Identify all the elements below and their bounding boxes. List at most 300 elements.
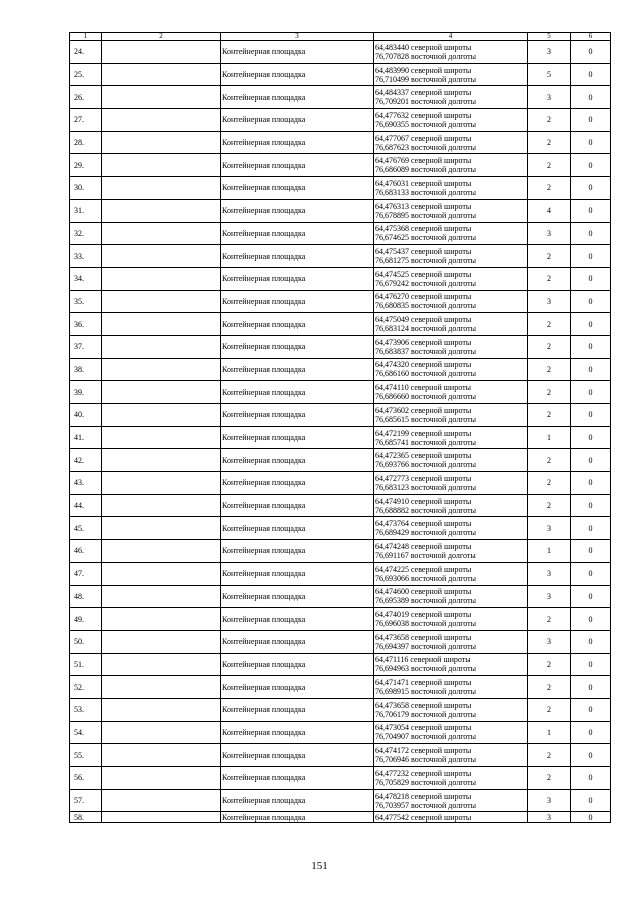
- header-cell-2: 2: [102, 33, 221, 41]
- table-row: [70, 608, 611, 631]
- table-row: [70, 154, 611, 177]
- row-number-cell: 37.: [70, 335, 102, 358]
- table-row: [70, 472, 611, 495]
- col2-cell: [102, 449, 221, 472]
- col6-cell: 0: [571, 109, 611, 132]
- col2-cell: [102, 767, 221, 790]
- site-name-cell: Контейнерная площадка: [221, 63, 374, 86]
- col6-cell: 0: [571, 653, 611, 676]
- col6-cell: 0: [571, 199, 611, 222]
- latitude-text: 64,475368 северной широты: [375, 224, 472, 234]
- latitude-text: 64,478218 северной широты: [375, 791, 472, 801]
- longitude-text: 76,687623 восточной долготы: [375, 142, 477, 152]
- longitude-text: 76,695389 восточной долготы: [375, 596, 477, 606]
- row-number-cell: 33.: [70, 245, 102, 268]
- site-name-cell: Контейнерная площадка: [221, 131, 374, 154]
- col2-cell: [102, 381, 221, 404]
- longitude-text: 76,683837 восточной долготы: [375, 346, 477, 356]
- longitude-text: 76,680835 восточной долготы: [375, 301, 477, 311]
- col6-cell: 0: [571, 381, 611, 404]
- longitude-text: 76,709201 восточной долготы: [375, 97, 477, 107]
- site-name-cell: Контейнерная площадка: [221, 472, 374, 495]
- site-name-cell: Контейнерная площадка: [221, 426, 374, 449]
- table-row: [70, 63, 611, 86]
- table-row: [70, 540, 611, 563]
- col6-cell: 0: [571, 404, 611, 427]
- col2-cell: [102, 335, 221, 358]
- col6-cell: 0: [571, 222, 611, 245]
- col6-cell: 0: [571, 41, 611, 64]
- site-name-cell: Контейнерная площадка: [221, 41, 374, 64]
- page-number: 151: [311, 860, 328, 872]
- longitude-text: 76,696038 восточной долготы: [375, 619, 477, 629]
- latitude-text: 64,471471 северной широты: [375, 678, 472, 688]
- col2-cell: [102, 86, 221, 109]
- col6-cell: 0: [571, 698, 611, 721]
- container-count-cell: 2: [528, 449, 571, 472]
- coordinates-cell: [374, 517, 528, 540]
- latitude-text: 64,474600 северной широты: [375, 587, 472, 597]
- col2-cell: [102, 41, 221, 64]
- site-name-cell: Контейнерная площадка: [221, 245, 374, 268]
- longitude-text: 76,674625 восточной долготы: [375, 233, 477, 243]
- col6-cell: 0: [571, 585, 611, 608]
- latitude-text: 64,472773 северной широты: [375, 473, 472, 483]
- site-name-cell: Контейнерная площадка: [221, 381, 374, 404]
- coordinates-cell: [374, 698, 528, 721]
- site-name-cell: Контейнерная площадка: [221, 721, 374, 744]
- col6-cell: 0: [571, 562, 611, 585]
- longitude-text: 76,679242 восточной долготы: [375, 278, 477, 288]
- col2-cell: [102, 517, 221, 540]
- table-row: [70, 109, 611, 132]
- row-number-cell: 47.: [70, 562, 102, 585]
- row-number-cell: 57.: [70, 789, 102, 812]
- coordinates-cell: [374, 585, 528, 608]
- site-name-cell: Контейнерная площадка: [221, 517, 374, 540]
- container-count-cell: 2: [528, 472, 571, 495]
- table-row: [70, 494, 611, 517]
- site-name-cell: Контейнерная площадка: [221, 290, 374, 313]
- row-number-cell: 25.: [70, 63, 102, 86]
- longitude-text: 76,685615 восточной долготы: [375, 414, 477, 424]
- col6-cell: 0: [571, 540, 611, 563]
- latitude-text: 64,477232 северной широты: [375, 768, 472, 778]
- container-count-cell: 2: [528, 676, 571, 699]
- container-count-cell: 2: [528, 177, 571, 200]
- coordinates-cell: [374, 63, 528, 86]
- header-cell-5: 5: [528, 33, 571, 41]
- table-row: [70, 812, 611, 823]
- col2-cell: [102, 154, 221, 177]
- latitude-text: 64,476031 северной широты: [375, 178, 472, 188]
- container-count-cell: 1: [528, 540, 571, 563]
- latitude-text: 64,474320 северной широты: [375, 360, 472, 370]
- row-number-cell: 29.: [70, 154, 102, 177]
- site-name-cell: Контейнерная площадка: [221, 335, 374, 358]
- container-count-cell: 2: [528, 335, 571, 358]
- coordinates-cell: [374, 177, 528, 200]
- longitude-text: 76,683123 восточной долготы: [375, 482, 477, 492]
- col6-cell: 0: [571, 63, 611, 86]
- col6-cell: 0: [571, 335, 611, 358]
- container-sites-table: [69, 32, 611, 823]
- table-row: [70, 381, 611, 404]
- latitude-text: 64,476270 северной широты: [375, 292, 472, 302]
- coordinates-cell: [374, 109, 528, 132]
- table-row: [70, 630, 611, 653]
- row-number-cell: 41.: [70, 426, 102, 449]
- latitude-text: 64,473658 северной широты: [375, 700, 472, 710]
- row-number-cell: 54.: [70, 721, 102, 744]
- col2-cell: [102, 812, 221, 823]
- latitude-text: 64,474172 северной широты: [375, 746, 472, 756]
- coordinates-cell: [374, 199, 528, 222]
- col6-cell: 0: [571, 290, 611, 313]
- container-count-cell: 2: [528, 154, 571, 177]
- latitude-text: 64,475437 северной широты: [375, 247, 472, 257]
- col6-cell: 0: [571, 245, 611, 268]
- container-count-cell: 3: [528, 630, 571, 653]
- table-row: [70, 267, 611, 290]
- longitude-text: 76,693766 восточной долготы: [375, 460, 477, 470]
- table-row: [70, 449, 611, 472]
- latitude-text: 64,473906 северной широты: [375, 337, 472, 347]
- container-count-cell: 2: [528, 381, 571, 404]
- longitude-text: 76,691167 восточной долготы: [375, 550, 476, 560]
- col2-cell: [102, 608, 221, 631]
- site-name-cell: Контейнерная площадка: [221, 608, 374, 631]
- longitude-text: 76,689429 восточной долготы: [375, 528, 477, 538]
- container-count-cell: 2: [528, 358, 571, 381]
- col2-cell: [102, 676, 221, 699]
- longitude-text: 76,710499 восточной долготы: [375, 74, 477, 84]
- latitude-text: 64,472199 северной широты: [375, 428, 472, 438]
- site-name-cell: Контейнерная площадка: [221, 222, 374, 245]
- row-number-cell: 50.: [70, 630, 102, 653]
- col6-cell: 0: [571, 812, 611, 823]
- table-row: [70, 585, 611, 608]
- latitude-text: 64,475049 северной широты: [375, 315, 472, 325]
- site-name-cell: Контейнерная площадка: [221, 494, 374, 517]
- table-row: [70, 789, 611, 812]
- table-row: [70, 131, 611, 154]
- col2-cell: [102, 721, 221, 744]
- col2-cell: [102, 245, 221, 268]
- site-name-cell: Контейнерная площадка: [221, 812, 374, 823]
- container-count-cell: 2: [528, 494, 571, 517]
- col6-cell: 0: [571, 608, 611, 631]
- latitude-text: 64,473764 северной широты: [375, 519, 472, 529]
- site-name-cell: Контейнерная площадка: [221, 449, 374, 472]
- latitude-text: 64,474248 северной широты: [375, 541, 472, 551]
- container-count-cell: 2: [528, 653, 571, 676]
- site-name-cell: Контейнерная площадка: [221, 313, 374, 336]
- coordinates-cell: [374, 404, 528, 427]
- latitude-text: 64,483990 северной широты: [375, 65, 472, 75]
- container-count-cell: 3: [528, 585, 571, 608]
- col6-cell: 0: [571, 86, 611, 109]
- site-name-cell: Контейнерная площадка: [221, 154, 374, 177]
- longitude-text: 76,707828 восточной долготы: [375, 51, 477, 61]
- latitude-text: 64,483440 северной широты: [375, 42, 472, 52]
- coordinates-cell: [374, 358, 528, 381]
- col2-cell: [102, 744, 221, 767]
- col6-cell: 0: [571, 426, 611, 449]
- container-count-cell: 4: [528, 199, 571, 222]
- col6-cell: 0: [571, 131, 611, 154]
- col6-cell: 0: [571, 472, 611, 495]
- header-cell-4: 4: [374, 33, 528, 41]
- table-row: [70, 721, 611, 744]
- col2-cell: [102, 177, 221, 200]
- site-name-cell: Контейнерная площадка: [221, 404, 374, 427]
- table-row: [70, 404, 611, 427]
- col2-cell: [102, 358, 221, 381]
- row-number-cell: 52.: [70, 676, 102, 699]
- coordinates-cell: [374, 449, 528, 472]
- site-name-cell: Контейнерная площадка: [221, 676, 374, 699]
- site-name-cell: Контейнерная площадка: [221, 653, 374, 676]
- table-row: [70, 41, 611, 64]
- col6-cell: 0: [571, 517, 611, 540]
- table-row: [70, 426, 611, 449]
- latitude-text: 64,474225 северной широты: [375, 564, 472, 574]
- site-name-cell: Контейнерная площадка: [221, 767, 374, 790]
- coordinates-cell: [374, 313, 528, 336]
- latitude-text: 64,476769 северной широты: [375, 156, 472, 166]
- longitude-text: 76,678895 восточной долготы: [375, 210, 477, 220]
- longitude-text: 76,705829 восточной долготы: [375, 777, 477, 787]
- col6-cell: 0: [571, 313, 611, 336]
- col2-cell: [102, 540, 221, 563]
- coordinates-cell: [374, 222, 528, 245]
- col2-cell: [102, 653, 221, 676]
- latitude-text: 64,474910 северной широты: [375, 496, 472, 506]
- latitude-text: 64,473658 северной широты: [375, 632, 472, 642]
- longitude-text: 76,693066 восточной долготы: [375, 573, 477, 583]
- table-row: [70, 290, 611, 313]
- container-count-cell: 2: [528, 109, 571, 132]
- col6-cell: 0: [571, 494, 611, 517]
- coordinates-cell: [374, 290, 528, 313]
- header-cell-6: 6: [571, 33, 611, 41]
- container-count-cell: 2: [528, 131, 571, 154]
- row-number-cell: 43.: [70, 472, 102, 495]
- row-number-cell: 32.: [70, 222, 102, 245]
- col2-cell: [102, 630, 221, 653]
- container-count-cell: 2: [528, 767, 571, 790]
- longitude-text: 76,681275 восточной долготы: [375, 256, 477, 266]
- col6-cell: 0: [571, 267, 611, 290]
- latitude-text: 64,473054 северной широты: [375, 723, 472, 733]
- latitude-text: 64,474525 северной широты: [375, 269, 472, 279]
- row-number-cell: 39.: [70, 381, 102, 404]
- col6-cell: 0: [571, 154, 611, 177]
- row-number-cell: 58.: [70, 812, 102, 823]
- row-number-cell: 24.: [70, 41, 102, 64]
- container-count-cell: 2: [528, 608, 571, 631]
- row-number-cell: 48.: [70, 585, 102, 608]
- col2-cell: [102, 290, 221, 313]
- col2-cell: [102, 585, 221, 608]
- row-number-cell: 27.: [70, 109, 102, 132]
- col6-cell: 0: [571, 767, 611, 790]
- coordinates-cell: [374, 789, 528, 812]
- col6-cell: 0: [571, 449, 611, 472]
- latitude-text: 64,474110 северной широты: [375, 383, 471, 393]
- coordinates-cell: [374, 540, 528, 563]
- col6-cell: 0: [571, 789, 611, 812]
- longitude-text: 76,703957 восточной долготы: [375, 800, 477, 810]
- longitude-text: 76,706946 восточной долготы: [375, 755, 477, 765]
- site-name-cell: Контейнерная площадка: [221, 109, 374, 132]
- container-count-cell: 3: [528, 812, 571, 823]
- site-name-cell: Контейнерная площадка: [221, 585, 374, 608]
- col6-cell: 0: [571, 676, 611, 699]
- container-count-cell: 3: [528, 222, 571, 245]
- coordinates-cell: [374, 381, 528, 404]
- latitude-text: 64,477632 северной широты: [375, 110, 472, 120]
- row-number-cell: 28.: [70, 131, 102, 154]
- container-count-cell: 3: [528, 290, 571, 313]
- site-name-cell: Контейнерная площадка: [221, 267, 374, 290]
- row-number-cell: 46.: [70, 540, 102, 563]
- coordinates-cell: [374, 676, 528, 699]
- row-number-cell: 34.: [70, 267, 102, 290]
- table-body: [70, 33, 611, 823]
- coordinates-cell: [374, 335, 528, 358]
- container-count-cell: 2: [528, 267, 571, 290]
- row-number-cell: 35.: [70, 290, 102, 313]
- latitude-text: 64,477067 северной широты: [375, 133, 472, 143]
- site-name-cell: Контейнерная площадка: [221, 744, 374, 767]
- container-count-cell: 1: [528, 721, 571, 744]
- col2-cell: [102, 313, 221, 336]
- col6-cell: 0: [571, 630, 611, 653]
- header-row: [70, 33, 611, 41]
- table-row: [70, 562, 611, 585]
- latitude-text: 64,473602 северной широты: [375, 405, 472, 415]
- col2-cell: [102, 698, 221, 721]
- container-count-cell: 3: [528, 517, 571, 540]
- longitude-text: 76,704907 восточной долготы: [375, 732, 477, 742]
- row-number-cell: 31.: [70, 199, 102, 222]
- table-row: [70, 767, 611, 790]
- row-number-cell: 45.: [70, 517, 102, 540]
- longitude-text: 76,683124 восточной долготы: [375, 324, 477, 334]
- coordinates-cell: [374, 41, 528, 64]
- longitude-text: 76,685741 восточной долготы: [375, 437, 477, 447]
- col2-cell: [102, 222, 221, 245]
- col2-cell: [102, 404, 221, 427]
- site-name-cell: Контейнерная площадка: [221, 177, 374, 200]
- row-number-cell: 49.: [70, 608, 102, 631]
- container-count-cell: 2: [528, 698, 571, 721]
- col2-cell: [102, 472, 221, 495]
- container-count-cell: 3: [528, 86, 571, 109]
- coordinates-cell: [374, 812, 528, 823]
- latitude-text: 64,484337 северной широты: [375, 88, 472, 98]
- table-row: [70, 86, 611, 109]
- coordinates-cell: [374, 86, 528, 109]
- table-row: [70, 177, 611, 200]
- col2-cell: [102, 426, 221, 449]
- coordinates-cell: [374, 608, 528, 631]
- table-row: [70, 676, 611, 699]
- longitude-text: 76,694963 восточной долготы: [375, 664, 477, 674]
- col2-cell: [102, 63, 221, 86]
- longitude-text: 76,706179 восточной долготы: [375, 709, 477, 719]
- col2-cell: [102, 109, 221, 132]
- coordinates-cell: [374, 267, 528, 290]
- latitude-text: 64,474019 северной широты: [375, 610, 472, 620]
- table-row: [70, 199, 611, 222]
- latitude-text: 64,472365 северной широты: [375, 451, 472, 461]
- row-number-cell: 53.: [70, 698, 102, 721]
- col2-cell: [102, 267, 221, 290]
- col6-cell: 0: [571, 744, 611, 767]
- col2-cell: [102, 562, 221, 585]
- table-row: [70, 222, 611, 245]
- latitude-text: 64,471116 северной широты: [375, 655, 471, 665]
- table-row: [70, 744, 611, 767]
- col2-cell: [102, 199, 221, 222]
- col2-cell: [102, 494, 221, 517]
- row-number-cell: 38.: [70, 358, 102, 381]
- table-row: [70, 358, 611, 381]
- container-count-cell: 3: [528, 789, 571, 812]
- longitude-text: 76,694397 восточной долготы: [375, 641, 477, 651]
- site-name-cell: Контейнерная площадка: [221, 199, 374, 222]
- table-row: [70, 245, 611, 268]
- table-row: [70, 335, 611, 358]
- col2-cell: [102, 789, 221, 812]
- coordinates-cell: [374, 494, 528, 517]
- col2-cell: [102, 131, 221, 154]
- row-number-cell: 40.: [70, 404, 102, 427]
- table-row: [70, 313, 611, 336]
- container-count-cell: 1: [528, 426, 571, 449]
- site-name-cell: Контейнерная площадка: [221, 86, 374, 109]
- longitude-text: 76,686160 восточной долготы: [375, 369, 477, 379]
- row-number-cell: 42.: [70, 449, 102, 472]
- col6-cell: 0: [571, 721, 611, 744]
- row-number-cell: 44.: [70, 494, 102, 517]
- coordinates-cell: [374, 426, 528, 449]
- coordinates-cell: [374, 562, 528, 585]
- longitude-text: 76,683133 восточной долготы: [375, 187, 477, 197]
- longitude-text: 76,698915 восточной долготы: [375, 687, 477, 697]
- coordinates-cell: [374, 131, 528, 154]
- site-name-cell: Контейнерная площадка: [221, 630, 374, 653]
- header-cell-1: 1: [70, 33, 102, 41]
- coordinates-cell: [374, 472, 528, 495]
- col6-cell: 0: [571, 358, 611, 381]
- coordinates-cell: [374, 653, 528, 676]
- row-number-cell: 55.: [70, 744, 102, 767]
- latitude-text: 64,477542 северной широты: [375, 812, 472, 822]
- container-count-cell: 2: [528, 404, 571, 427]
- container-count-cell: 3: [528, 41, 571, 64]
- container-count-cell: 2: [528, 313, 571, 336]
- site-name-cell: Контейнерная площадка: [221, 789, 374, 812]
- container-count-cell: 3: [528, 562, 571, 585]
- coordinates-cell: [374, 767, 528, 790]
- container-count-cell: 2: [528, 245, 571, 268]
- row-number-cell: 30.: [70, 177, 102, 200]
- longitude-text: 76,686089 восточной долготы: [375, 165, 477, 175]
